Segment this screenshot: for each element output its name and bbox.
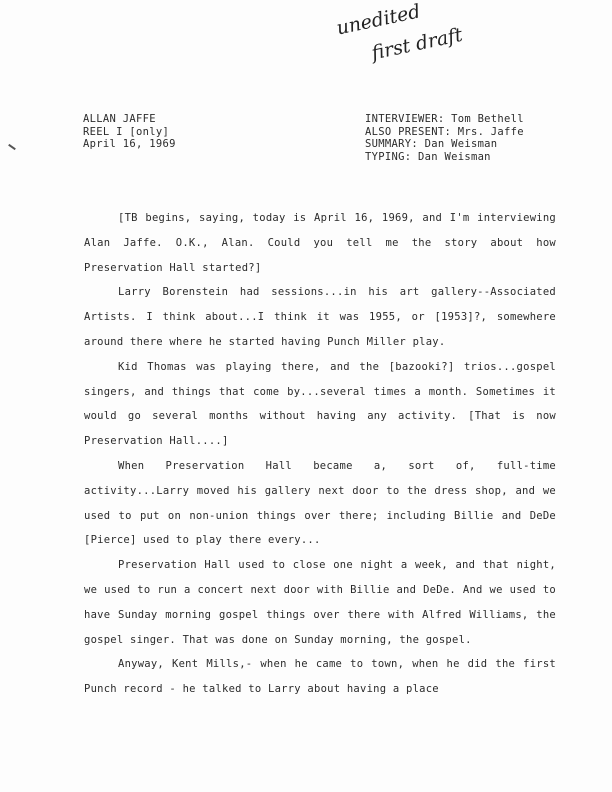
handwritten-note-first-draft: first draft	[369, 23, 465, 65]
paragraph-1: [TB begins, saying, today is April 16, 1969, and I'm interviewing Alan Jaffe. O.K., Alan. Could you tell me the story about how Preservation Hall started?]	[84, 212, 556, 274]
handwritten-note-unedited: unedited	[334, 0, 423, 40]
stray-pen-mark	[8, 144, 16, 150]
paragraph-4: When Preservation Hall became a, sort of, full-time activity...Larry moved his gallery next door to the dress shop, and we used to put on non-union things over there; including Billie and DeDe [Pierce] used to play there every...	[84, 459, 556, 547]
transcript-body	[84, 206, 556, 702]
also-present-line: ALSO PRESENT: Mrs. Jaffe	[365, 125, 524, 138]
header-left-block	[83, 113, 176, 151]
paragraph-3: Kid Thomas was playing there, and the [bazooki?] trios...gospel singers, and things that come by...several times a month. Sometimes it would go several months without having any activity. [That is now Preservation Hall....]	[84, 360, 556, 448]
reel-label: REEL I [only]	[83, 125, 170, 138]
interviewee-name: ALLAN JAFFE	[83, 113, 156, 125]
interviewer-line: INTERVIEWER: Tom Bethell	[365, 113, 524, 125]
interview-date: April 16, 1969	[83, 138, 176, 150]
paragraph-5: Preservation Hall used to close one night a week, and that night, we used to run a concert next door with Billie and DeDe. And we used to have Sunday morning gospel things over there with Alfred Williams, the gospel singer. That was done on Sunday morning, the gospel.	[84, 559, 556, 646]
summary-line: SUMMARY: Dan Weisman	[365, 138, 498, 150]
paragraph-6: Anyway, Kent Mills,- when he came to town, when he did the first Punch record - he talked to Larry about having a place	[84, 658, 556, 696]
paragraph-2: Larry Borenstein had sessions...in his art gallery--Associated Artists. I think about...I think it was 1955, or [1953]?, somewhere around there where he started having Punch Miller play.	[84, 286, 556, 348]
header-right-block	[365, 113, 524, 163]
typing-line: TYPING: Dan Weisman	[365, 150, 491, 163]
